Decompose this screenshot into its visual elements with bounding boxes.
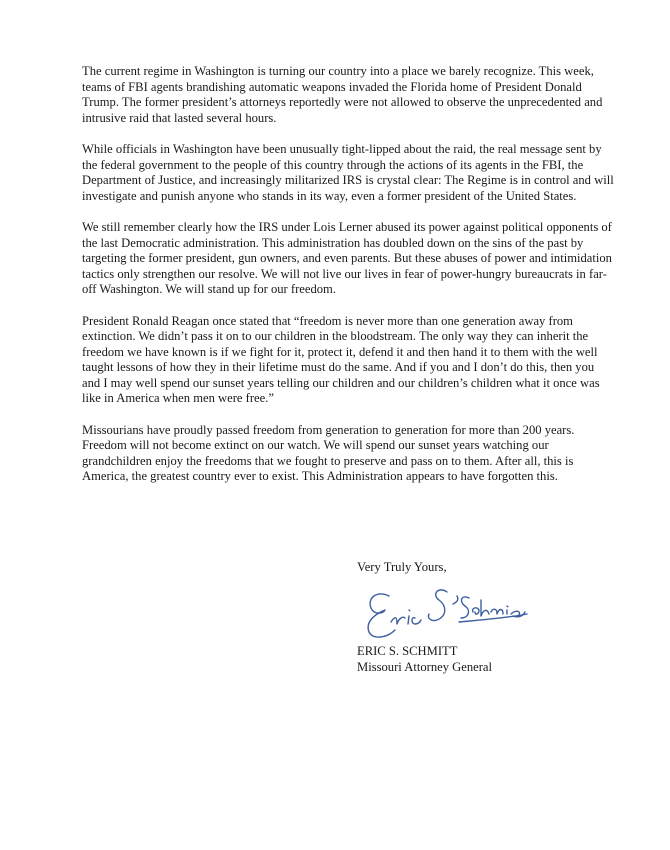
paragraph-1: The current regime in Washington is turning our country into a place we barely recognize. This week, teams of FBI agents brandishing automatic weapons invaded the Florida home of President Donald Trump. The former president’s attorneys reportedly were not allowed to observe the unprecedented and intrusive raid that lasted several hours. — [82, 64, 603, 125]
paragraph-4: President Ronald Reagan once stated that “freedom is never more than one generation away from extinction. We didn’t pass it on to our children in the bloodstream. The only way they can inherit the freedom we have known is if we fight for it, protect it, defend it and then hand it to them with the well taught lessons of how they in their lifetime must do the same. And if you and I don’t do this, then you and I may well spend our sunset years telling our children and our children’s children what it once was like in America when men were free.” — [82, 313, 600, 406]
paragraph-5: Missourians have proudly passed freedom from generation to generation for more than 200 years. Freedom will not become extinct on our watch. We will spend our sunset years watching our grandchildren enjoy the freedoms that we fought to preserve and pass on to them. After all, this is America, the greatest country ever to exist. This Administration appears to have forgotten this. — [82, 422, 575, 484]
paragraph-2: While officials in Washington have been unusually tight-lipped about the raid, the real message sent by the federal government to the people of this country through the actions of its agents in the FBI, the Department of Justice, and increasingly militarized IRS is crystal clear: The Regime is in control and will investigate and punish anyone who stands in its way, even a former president of the United States. — [82, 141, 614, 203]
letter-body — [82, 64, 614, 501]
paragraph-3: We still remember clearly how the IRS under Lois Lerner abused its power against political opponents of the last Democratic administration. This administration has doubled down on the sins of the past by targeting the former president, gun owners, and even parents. But these abuses of power and intimidation tactics only strengthen our resolve. We will not live our lives in fear of power-hungry bureaucrats in far-off Washington. We will stand up for our freedom. — [82, 219, 612, 297]
signer-name: ERIC S. SCHMITT — [357, 644, 458, 658]
handwritten-signature-icon — [361, 578, 531, 644]
signer-title: Missouri Attorney General — [357, 660, 493, 674]
closing-line: Very Truly Yours, — [357, 560, 447, 574]
